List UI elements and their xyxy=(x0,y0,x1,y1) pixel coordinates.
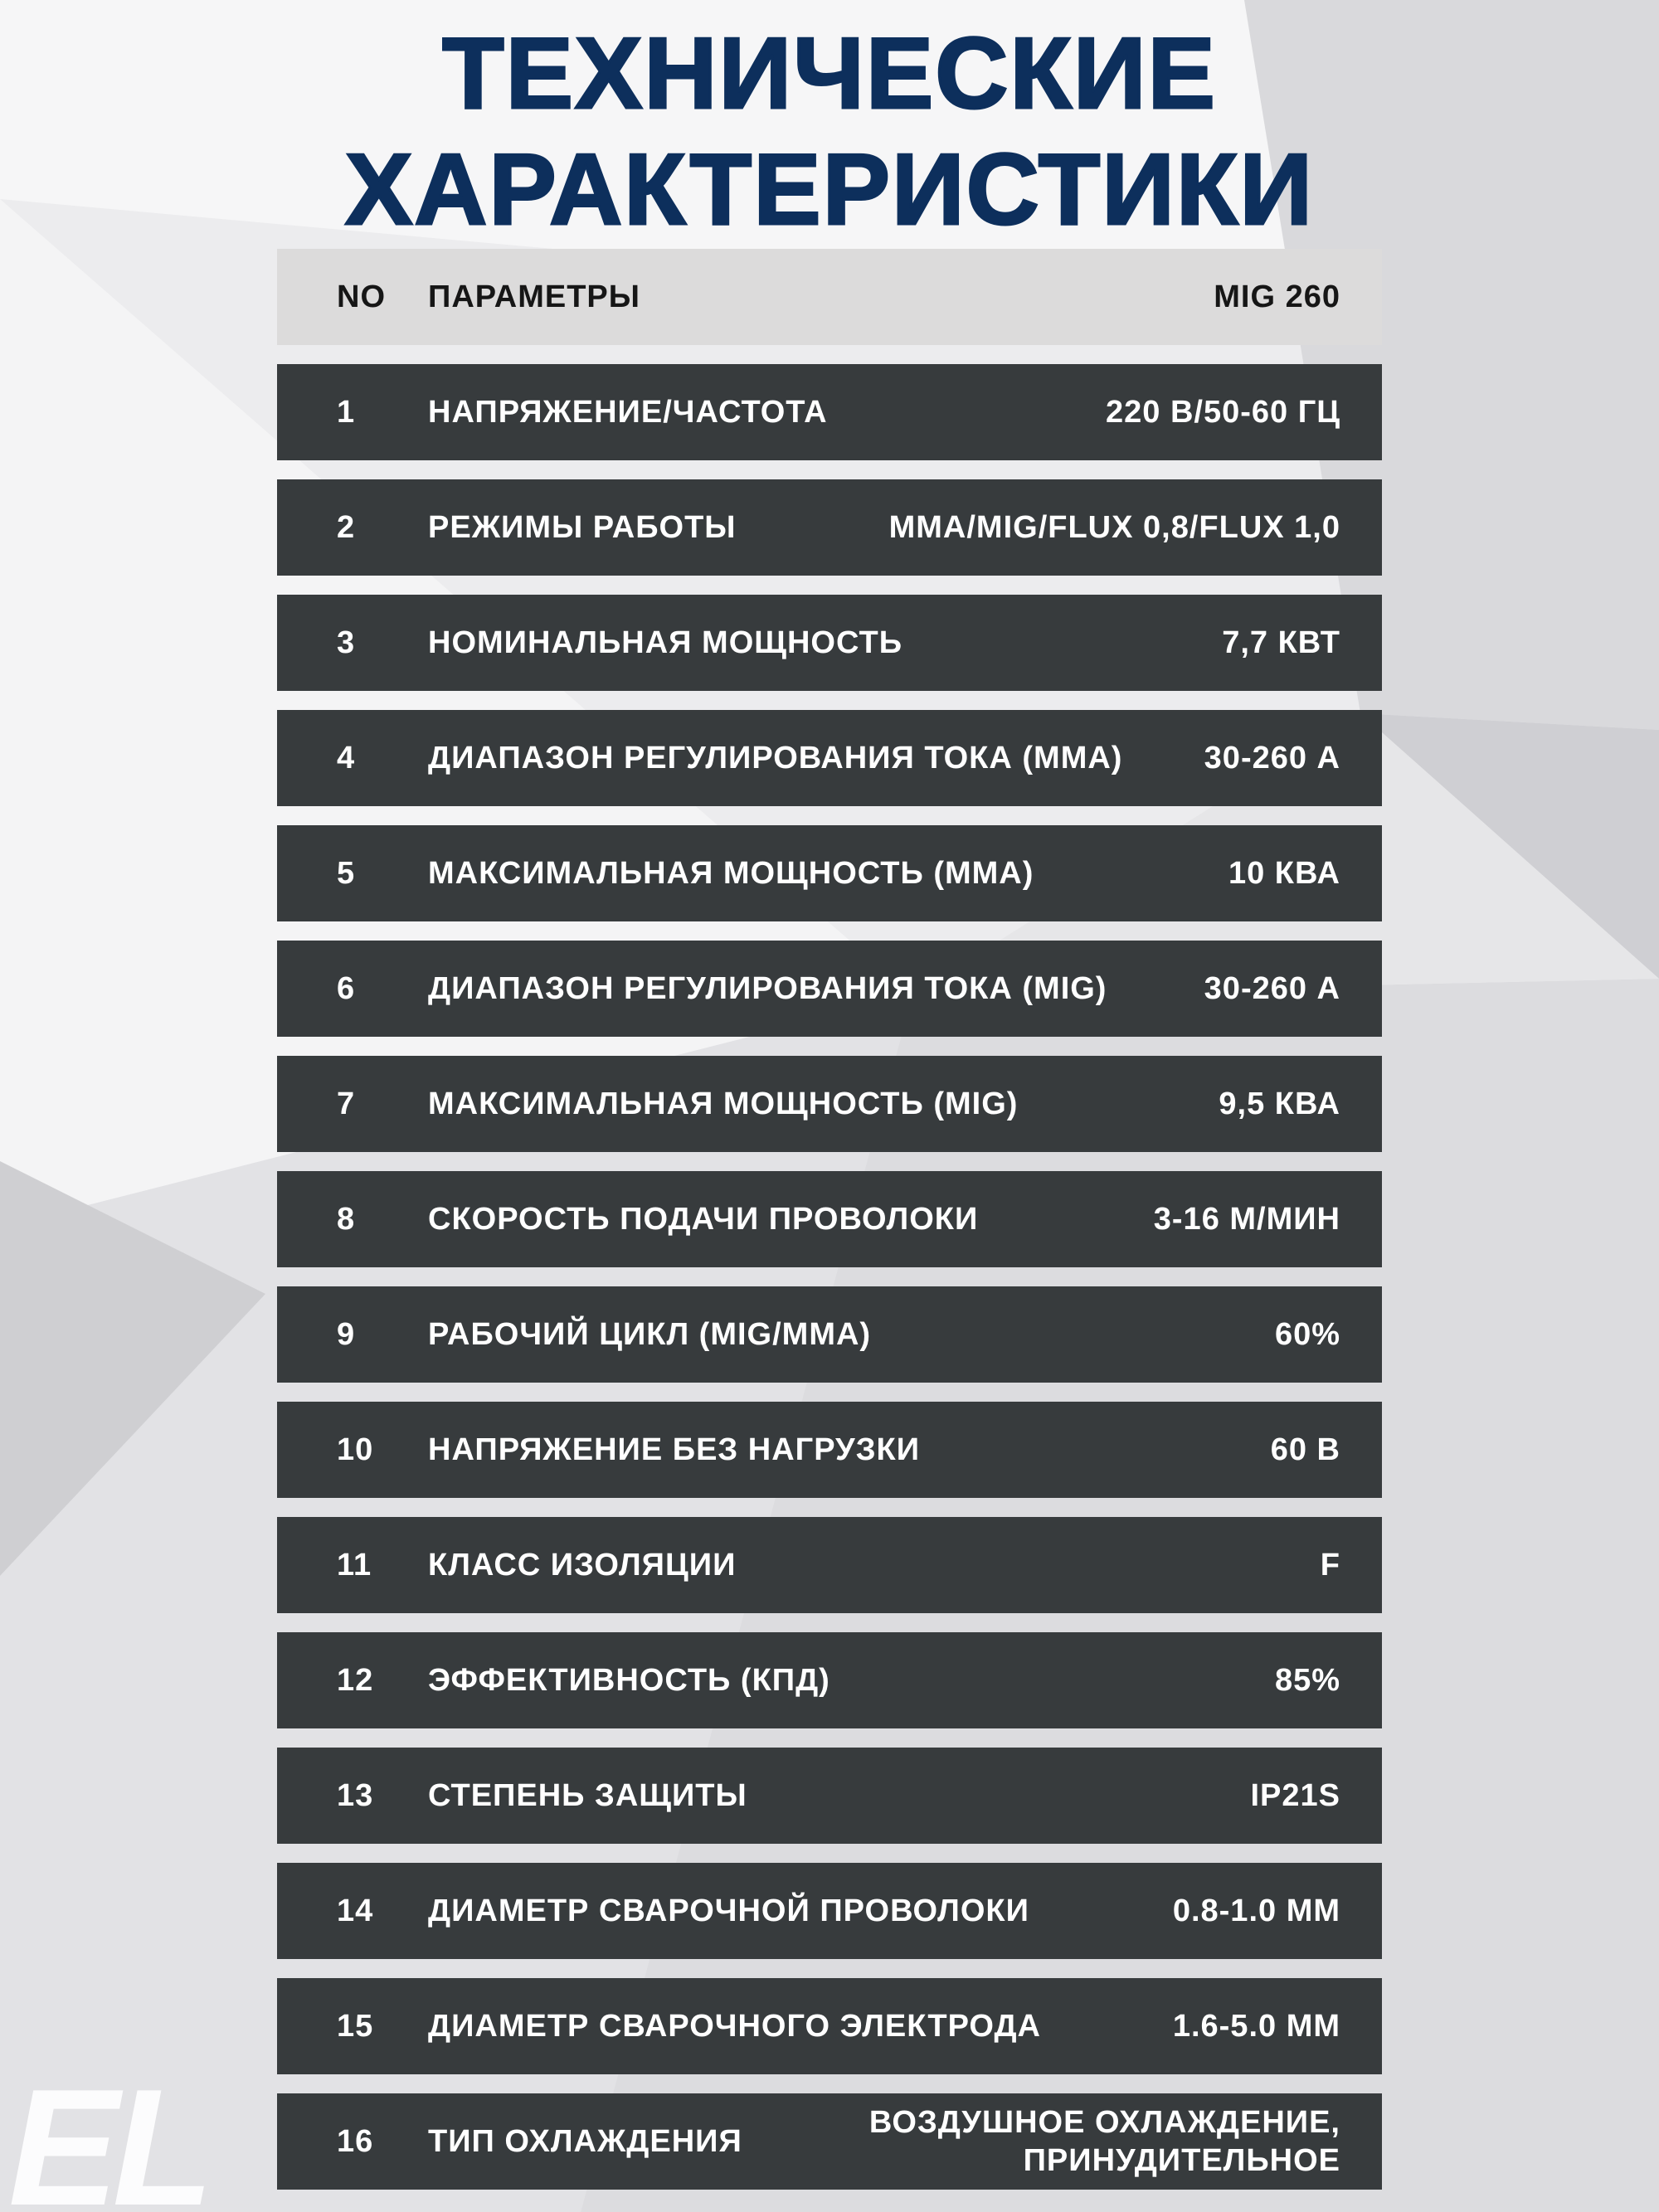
row-param: ДИАМЕТР СВАРОЧНОГО ЭЛЕКТРОДА xyxy=(428,2008,1041,2044)
page-title xyxy=(0,15,1659,247)
row-no: 15 xyxy=(337,2008,374,2044)
row-no: 5 xyxy=(337,855,356,891)
table-row xyxy=(277,364,1382,460)
row-value: 1.6-5.0 ММ xyxy=(1172,2008,1340,2044)
row-param: ДИАПАЗОН РЕГУЛИРОВАНИЯ ТОКА (ММА) xyxy=(428,740,1123,775)
table-row xyxy=(277,2093,1382,2190)
row-param: НОМИНАЛЬНАЯ МОЩНОСТЬ xyxy=(428,625,903,660)
row-no: 8 xyxy=(337,1201,356,1237)
row-no: 4 xyxy=(337,740,356,775)
table-row xyxy=(277,1286,1382,1383)
table-row xyxy=(277,479,1382,576)
row-value: 9,5 КВА xyxy=(1219,1086,1340,1121)
header-param: ПАРАМЕТРЫ xyxy=(428,279,640,314)
row-param: СТЕПЕНЬ ЗАЩИТЫ xyxy=(428,1777,747,1813)
row-value: 30-260 А xyxy=(1204,970,1340,1006)
row-value: 0.8-1.0 ММ xyxy=(1172,1893,1340,1928)
row-no: 12 xyxy=(337,1662,374,1698)
row-value-line-1: ВОЗДУШНОЕ ОХЛАЖДЕНИЕ, xyxy=(868,2105,1340,2140)
table-row xyxy=(277,1402,1382,1498)
row-value xyxy=(743,2093,1340,2190)
row-value-line-2: ПРИНУДИТЕЛЬНОЕ xyxy=(1023,2143,1340,2178)
row-no: 1 xyxy=(337,394,356,430)
row-no: 2 xyxy=(337,509,356,545)
table-row xyxy=(277,1056,1382,1152)
row-param: ЭФФЕКТИВНОСТЬ (КПД) xyxy=(428,1662,830,1698)
table-row xyxy=(277,1863,1382,1959)
row-no: 7 xyxy=(337,1086,356,1121)
row-value: 85% xyxy=(1274,1662,1340,1698)
header-value: MIG 260 xyxy=(1214,279,1340,314)
row-param: МАКСИМАЛЬНАЯ МОЩНОСТЬ (MIG) xyxy=(428,1086,1019,1121)
row-value: ММА/MIG/FLUX 0,8/FLUX 1,0 xyxy=(888,509,1340,545)
row-no: 10 xyxy=(337,1432,374,1467)
table-row xyxy=(277,1748,1382,1844)
row-param: РАБОЧИЙ ЦИКЛ (MIG/ММА) xyxy=(428,1316,872,1352)
row-no: 14 xyxy=(337,1893,374,1928)
row-value: 60% xyxy=(1274,1316,1340,1352)
row-no: 13 xyxy=(337,1777,374,1813)
row-value: 220 В/50-60 ГЦ xyxy=(1105,394,1340,430)
row-param: ТИП ОХЛАЖДЕНИЯ xyxy=(428,2123,742,2159)
row-param: КЛАСС ИЗОЛЯЦИИ xyxy=(428,1547,737,1582)
header-no: NO xyxy=(337,279,386,314)
row-value: 10 КВА xyxy=(1228,855,1340,891)
row-value: 7,7 КВТ xyxy=(1222,625,1340,660)
specs-table-header xyxy=(277,249,1382,345)
row-param: НАПРЯЖЕНИЕ БЕЗ НАГРУЗКИ xyxy=(428,1432,920,1467)
table-row xyxy=(277,825,1382,921)
row-param: МАКСИМАЛЬНАЯ МОЩНОСТЬ (ММА) xyxy=(428,855,1034,891)
row-value: 3-16 М/МИН xyxy=(1153,1201,1340,1237)
table-row xyxy=(277,1517,1382,1613)
row-param: ДИАПАЗОН РЕГУЛИРОВАНИЯ ТОКА (MIG) xyxy=(428,970,1107,1006)
table-row xyxy=(277,595,1382,691)
row-param: РЕЖИМЫ РАБОТЫ xyxy=(428,509,737,545)
row-param: СКОРОСТЬ ПОДАЧИ ПРОВОЛОКИ xyxy=(428,1201,979,1237)
row-param: ДИАМЕТР СВАРОЧНОЙ ПРОВОЛОКИ xyxy=(428,1893,1029,1928)
row-value: 60 В xyxy=(1270,1432,1340,1467)
row-no: 11 xyxy=(337,1547,372,1582)
page-title-line-1: ТЕХНИЧЕСКИЕ xyxy=(442,17,1217,129)
table-row xyxy=(277,1978,1382,2074)
brand-logo xyxy=(0,2073,299,2212)
row-no: 9 xyxy=(337,1316,356,1352)
row-no: 16 xyxy=(337,2123,374,2159)
row-no: 3 xyxy=(337,625,356,660)
row-value: F xyxy=(1320,1547,1340,1582)
brand-logo-text: EL xyxy=(8,2073,207,2212)
table-row xyxy=(277,941,1382,1037)
page-title-line-2: ХАРАКТЕРИСТИКИ xyxy=(344,133,1315,246)
table-row xyxy=(277,710,1382,806)
row-no: 6 xyxy=(337,970,356,1006)
row-value: IP21S xyxy=(1250,1777,1340,1813)
table-row xyxy=(277,1171,1382,1267)
table-row xyxy=(277,1632,1382,1728)
row-param: НАПРЯЖЕНИЕ/ЧАСТОТА xyxy=(428,394,828,430)
row-value: 30-260 А xyxy=(1204,740,1340,775)
